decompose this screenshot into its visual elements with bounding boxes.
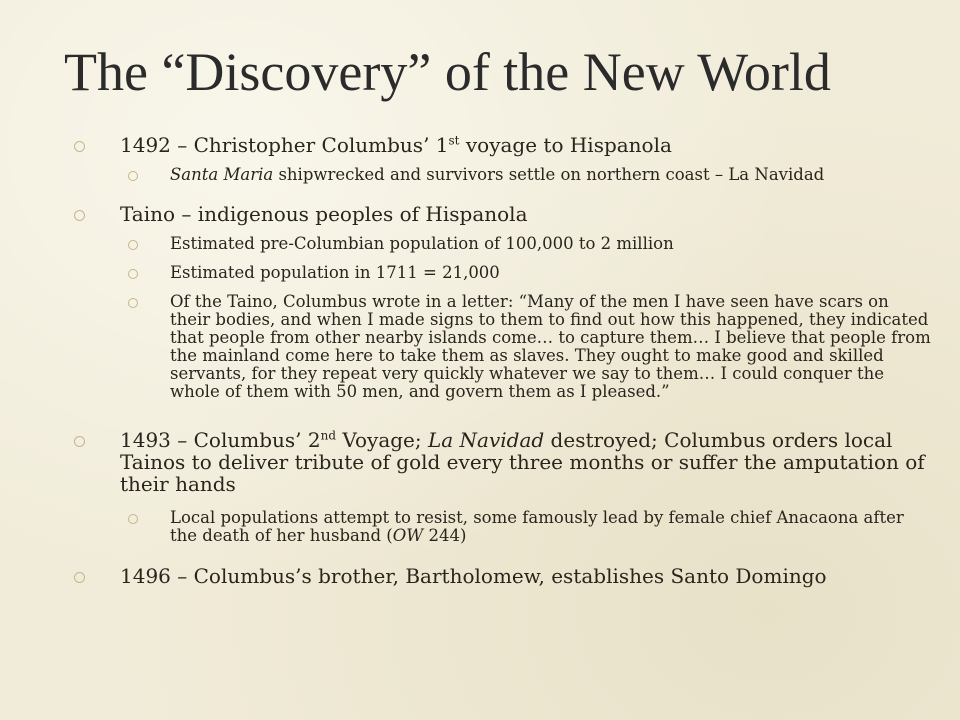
bullet-text: 1492 – Christopher Columbus’ 1	[120, 133, 449, 157]
sub-bullet-santa-maria	[74, 166, 934, 184]
bullet-text: destroyed; Columbus orders local Tainos to deliver tribute of gold every three months or suffer the amputation of their hands	[120, 428, 925, 496]
superscript: st	[448, 133, 460, 148]
bullet-circle-icon	[74, 210, 85, 221]
italic-text: La Navidad	[427, 428, 545, 452]
sub-bullet-1711	[74, 264, 934, 282]
bullet-text: Taino – indigenous peoples of Hispanola	[120, 202, 528, 226]
bullet-text: Estimated pre-Columbian population of 100,000 to 2 million	[170, 234, 674, 253]
bullet-circle-icon	[74, 572, 85, 583]
bullet-text: 244)	[423, 526, 467, 545]
bullet-circle-icon	[128, 240, 138, 250]
slide-content	[74, 130, 934, 587]
superscript: nd	[320, 428, 337, 443]
bullet-text: Voyage;	[336, 428, 428, 452]
slide-title: The “Discovery” of the New World	[64, 42, 831, 102]
italic-text: Santa Maria	[170, 165, 274, 184]
bullet-circle-icon	[74, 141, 85, 152]
bullet-circle-icon	[74, 436, 85, 447]
bullet-text: Local populations attempt to resist, some famously lead by female chief Anacaona after the death of her husband (	[170, 508, 904, 545]
sub-bullet-pre-columbian	[74, 235, 934, 253]
bullet-text: Estimated population in 1711 = 21,000	[170, 263, 500, 282]
bullet-circle-icon	[128, 269, 138, 279]
bullet-text: Of the Taino, Columbus wrote in a letter: “Many of the men I have seen have scars on their bodies, and when I made signs to them to find out how this happened, they indicated that people from other nearby islands come… to capture them… I believe that people from the mainland come here to take them as slaves. They ought to make good and skilled servants, for they repeat very quickly whatever we say to them… I could conquer the whole of them with 50 men, and govern them as I pleased.”	[170, 292, 931, 401]
bullet-taino	[74, 203, 934, 225]
bullet-1493	[74, 429, 934, 495]
bullet-text: 1496 – Columbus’s brother, Bartholomew, establishes Santo Domingo	[120, 564, 827, 588]
bullet-1496	[74, 565, 934, 587]
italic-text: OW	[392, 526, 424, 545]
bullet-text: voyage to Hispanola	[459, 133, 672, 157]
bullet-circle-icon	[128, 171, 138, 181]
bullet-text: 1493 – Columbus’ 2	[120, 428, 321, 452]
bullet-circle-icon	[128, 298, 138, 308]
bullet-text: shipwrecked and survivors settle on northern coast – La Navidad	[273, 165, 825, 184]
bullet-circle-icon	[128, 514, 138, 524]
sub-bullet-columbus-letter	[74, 293, 934, 401]
bullet-1492	[74, 134, 934, 156]
sub-bullet-anacaona	[74, 509, 934, 545]
